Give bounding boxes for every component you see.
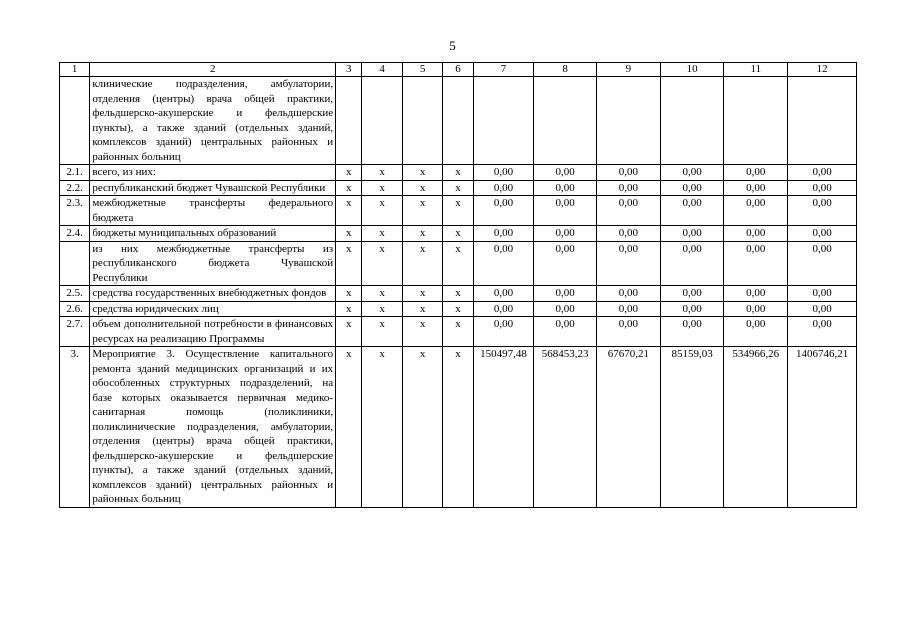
row-description: клинические подразделения, амбулатории, отделения (центры) врача общей практики, фельдшерско-акушерские и фельдшерские пункты), а также зданий (отдельных зданий, комплексов зданий) центральных районных и районных больниц <box>90 77 336 165</box>
row-number: 2.4. <box>60 226 90 242</box>
col-header: 1 <box>60 63 90 77</box>
row-description: республиканский бюджет Чувашской Республики <box>90 180 336 196</box>
cell-col-5: x <box>402 180 442 196</box>
table-row <box>60 317 857 347</box>
cell-col-9: 0,00 <box>597 180 661 196</box>
table-row <box>60 241 857 286</box>
cell-col-8: 0,00 <box>534 241 597 286</box>
cell-col-4: x <box>362 165 402 181</box>
page-number: 5 <box>449 38 456 53</box>
cell-col-4: x <box>362 226 402 242</box>
cell-col-6: x <box>443 347 473 508</box>
table-row <box>60 196 857 226</box>
cell-col-9: 0,00 <box>597 241 661 286</box>
cell-col-6: x <box>443 196 473 226</box>
cell-col-4: x <box>362 196 402 226</box>
cell-col-6: x <box>443 165 473 181</box>
cell-col-4: x <box>362 301 402 317</box>
cell-col-6: x <box>443 241 473 286</box>
cell-col-7: 0,00 <box>473 317 534 347</box>
cell-col-4: x <box>362 286 402 302</box>
cell-col-12: 0,00 <box>788 180 857 196</box>
cell-col-12: 0,00 <box>788 301 857 317</box>
cell-col-3: x <box>336 180 362 196</box>
cell-col-9: 0,00 <box>597 196 661 226</box>
cell-col-3: x <box>336 196 362 226</box>
table-row <box>60 165 857 181</box>
row-number: 2.1. <box>60 165 90 181</box>
row-number: 2.7. <box>60 317 90 347</box>
col-header: 8 <box>534 63 597 77</box>
cell-col-12: 0,00 <box>788 241 857 286</box>
cell-col-5: x <box>402 226 442 242</box>
cell-col-8: 0,00 <box>534 226 597 242</box>
cell-col-4: x <box>362 317 402 347</box>
cell-col-9: 0,00 <box>597 286 661 302</box>
cell-col-7: 0,00 <box>473 301 534 317</box>
cell-col-8: 0,00 <box>534 165 597 181</box>
cell-col-10 <box>660 77 724 165</box>
row-description: из них межбюджетные трансферты из республиканского бюджета Чувашской Республики <box>90 241 336 286</box>
cell-col-3: x <box>336 301 362 317</box>
col-header: 3 <box>336 63 362 77</box>
col-header: 9 <box>597 63 661 77</box>
cell-col-3: x <box>336 347 362 508</box>
cell-col-9: 0,00 <box>597 317 661 347</box>
cell-col-7: 0,00 <box>473 180 534 196</box>
cell-col-8: 0,00 <box>534 196 597 226</box>
cell-col-8: 0,00 <box>534 286 597 302</box>
cell-col-5 <box>402 77 442 165</box>
cell-col-12: 0,00 <box>788 196 857 226</box>
cell-col-6: x <box>443 226 473 242</box>
row-description: средства государственных внебюджетных фондов <box>90 286 336 302</box>
row-number: 2.2. <box>60 180 90 196</box>
cell-col-8: 0,00 <box>534 317 597 347</box>
cell-col-7: 150497,48 <box>473 347 534 508</box>
cell-col-10: 0,00 <box>660 317 724 347</box>
col-header: 4 <box>362 63 402 77</box>
cell-col-11: 534966,26 <box>724 347 788 508</box>
cell-col-7: 0,00 <box>473 196 534 226</box>
cell-col-10: 85159,03 <box>660 347 724 508</box>
cell-col-11: 0,00 <box>724 165 788 181</box>
cell-col-7: 0,00 <box>473 165 534 181</box>
cell-col-9 <box>597 77 661 165</box>
row-description: средства юридических лиц <box>90 301 336 317</box>
col-header: 12 <box>788 63 857 77</box>
cell-col-10: 0,00 <box>660 286 724 302</box>
cell-col-11: 0,00 <box>724 226 788 242</box>
table-row <box>60 226 857 242</box>
row-number: 2.5. <box>60 286 90 302</box>
row-description: Мероприятие 3. Осуществление капитального ремонта зданий медицинских организаций и их обособленных структурных подразделений, на базе которых оказывается первичная медико-санитарная помощь (поликлиники, поликлинические подразделения, амбулатории, отделения (центры) врача общей практики, фельдшерско-акушерские и фельдшерские пункты), а также зданий (отдельных зданий, комплексов зданий) центральных районных и районных больниц <box>90 347 336 508</box>
cell-col-12 <box>788 77 857 165</box>
col-header: 5 <box>402 63 442 77</box>
cell-col-7 <box>473 77 534 165</box>
cell-col-7: 0,00 <box>473 241 534 286</box>
cell-col-10: 0,00 <box>660 301 724 317</box>
cell-col-4: x <box>362 180 402 196</box>
cell-col-12: 0,00 <box>788 226 857 242</box>
cell-col-3: x <box>336 165 362 181</box>
cell-col-10: 0,00 <box>660 180 724 196</box>
cell-col-9: 0,00 <box>597 301 661 317</box>
cell-col-6: x <box>443 317 473 347</box>
col-header: 2 <box>90 63 336 77</box>
cell-col-11: 0,00 <box>724 286 788 302</box>
cell-col-3: x <box>336 286 362 302</box>
cell-col-8: 568453,23 <box>534 347 597 508</box>
table-row <box>60 180 857 196</box>
cell-col-3: x <box>336 241 362 286</box>
cell-col-9: 0,00 <box>597 226 661 242</box>
cell-col-10: 0,00 <box>660 241 724 286</box>
cell-col-11: 0,00 <box>724 196 788 226</box>
cell-col-10: 0,00 <box>660 165 724 181</box>
cell-col-6: x <box>443 180 473 196</box>
table-row <box>60 77 857 165</box>
col-header: 6 <box>443 63 473 77</box>
cell-col-4: x <box>362 347 402 508</box>
row-number: 2.3. <box>60 196 90 226</box>
row-description: межбюджетные трансферты федерального бюджета <box>90 196 336 226</box>
cell-col-6 <box>443 77 473 165</box>
row-number <box>60 77 90 165</box>
cell-col-5: x <box>402 286 442 302</box>
col-header: 11 <box>724 63 788 77</box>
row-number: 3. <box>60 347 90 508</box>
cell-col-6: x <box>443 286 473 302</box>
cell-col-12: 0,00 <box>788 165 857 181</box>
cell-col-5: x <box>402 241 442 286</box>
row-number: 2.6. <box>60 301 90 317</box>
cell-col-10: 0,00 <box>660 226 724 242</box>
cell-col-5: x <box>402 196 442 226</box>
cell-col-5: x <box>402 317 442 347</box>
cell-col-8 <box>534 77 597 165</box>
cell-col-12: 1406746,21 <box>788 347 857 508</box>
cell-col-8: 0,00 <box>534 301 597 317</box>
cell-col-7: 0,00 <box>473 226 534 242</box>
table-row <box>60 286 857 302</box>
row-number <box>60 241 90 286</box>
row-description: бюджеты муниципальных образований <box>90 226 336 242</box>
cell-col-10: 0,00 <box>660 196 724 226</box>
col-header: 7 <box>473 63 534 77</box>
cell-col-3: x <box>336 226 362 242</box>
cell-col-3: x <box>336 317 362 347</box>
cell-col-7: 0,00 <box>473 286 534 302</box>
cell-col-5: x <box>402 165 442 181</box>
cell-col-9: 0,00 <box>597 165 661 181</box>
header-row <box>60 63 857 77</box>
table-row <box>60 301 857 317</box>
cell-col-11 <box>724 77 788 165</box>
cell-col-11: 0,00 <box>724 317 788 347</box>
budget-table <box>59 62 857 508</box>
row-description: объем дополнительной потребности в финансовых ресурсах на реализацию Программы <box>90 317 336 347</box>
cell-col-9: 67670,21 <box>597 347 661 508</box>
cell-col-11: 0,00 <box>724 301 788 317</box>
cell-col-12: 0,00 <box>788 286 857 302</box>
cell-col-3 <box>336 77 362 165</box>
cell-col-11: 0,00 <box>724 241 788 286</box>
cell-col-8: 0,00 <box>534 180 597 196</box>
cell-col-5: x <box>402 301 442 317</box>
cell-col-12: 0,00 <box>788 317 857 347</box>
col-header: 10 <box>660 63 724 77</box>
row-description: всего, из них: <box>90 165 336 181</box>
cell-col-4: x <box>362 241 402 286</box>
cell-col-4 <box>362 77 402 165</box>
table-row <box>60 347 857 508</box>
cell-col-5: x <box>402 347 442 508</box>
cell-col-6: x <box>443 301 473 317</box>
cell-col-11: 0,00 <box>724 180 788 196</box>
